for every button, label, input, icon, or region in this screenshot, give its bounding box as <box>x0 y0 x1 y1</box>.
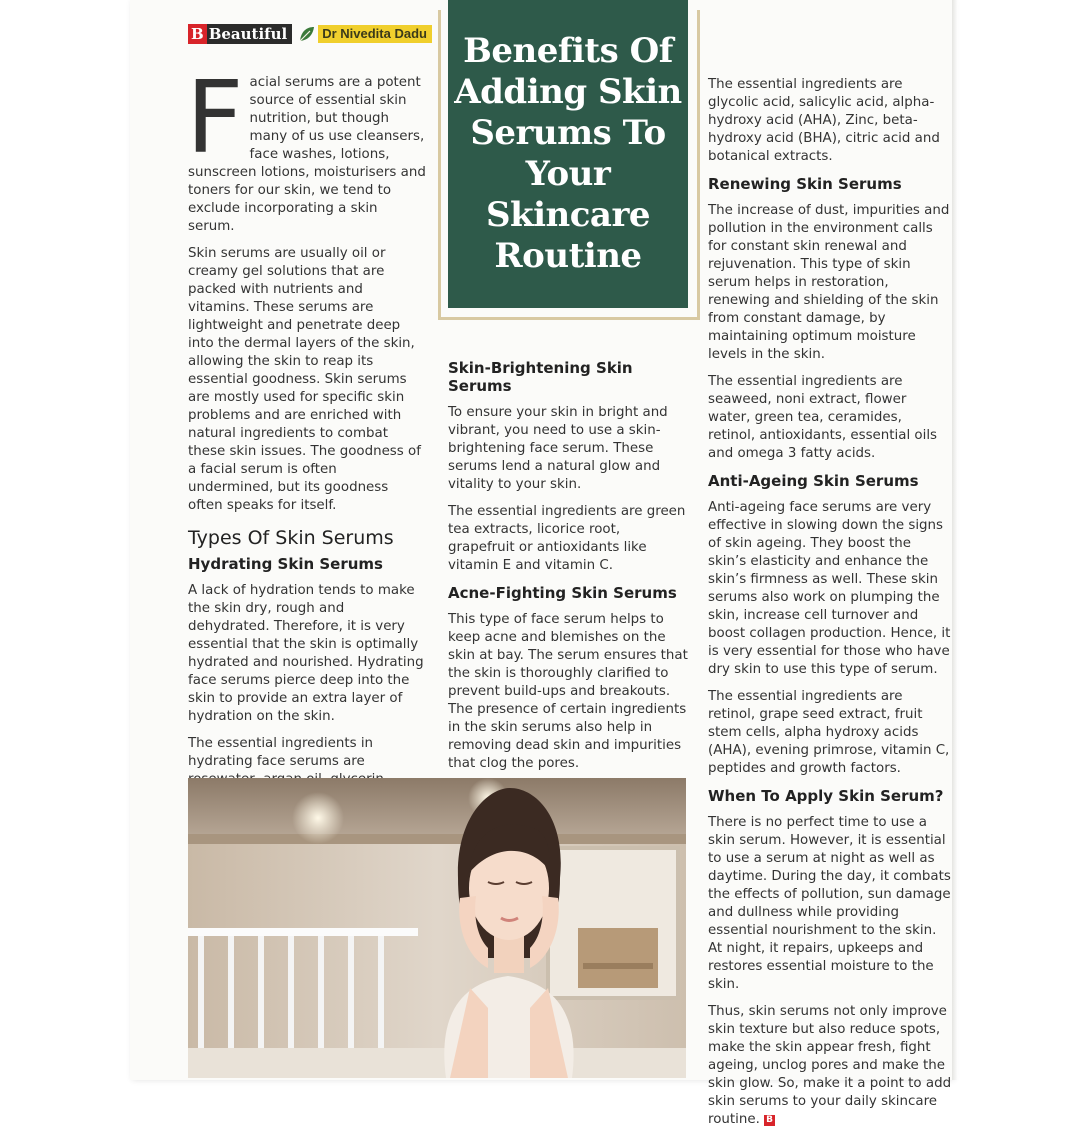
author-name: Dr Nivedita Dadu <box>318 25 432 43</box>
paragraph: Anti-ageing face serums are very effective in slowing down the signs of skin ageing. They boost the skin’s elasticity and enhance the skin’s firmness as well. These skin serums also work on plumping the skin, increase cell turnover and boost collagen production. Hence, it is very essential for those who have dry skin to use this type of serum. <box>708 500 951 677</box>
brand-logo-b: B <box>188 24 207 44</box>
subheading-hydrating: Hydrating Skin Serums <box>188 555 383 573</box>
page-header <box>188 24 432 44</box>
subheading-when: When To Apply Skin Serum? <box>708 787 944 805</box>
paragraph: The essential ingredients are seaweed, noni extract, flower water, green tea, ceramides, retinol, antioxidants, essential oils and omega 3 fatty acids. <box>708 374 938 461</box>
photo-illustration <box>188 778 686 1078</box>
paragraph: To ensure your skin in bright and vibrant, you need to use a skin-brightening face serum. These serums lend a natural glow and vitality to your skin. <box>448 405 668 492</box>
subheading-acne: Acne-Fighting Skin Serums <box>448 584 677 602</box>
paragraph: A lack of hydration tends to make the skin dry, rough and dehydrated. Therefore, it is very essential that the skin is optimally hydrated and nourished. Hydrating face serums pierce deep into the skin to provide an extra layer of hydration on the skin. <box>188 583 424 724</box>
paragraph: The essential ingredients are glycolic acid, salicylic acid, alpha-hydroxy acid (AHA), Zinc, beta-hydroxy acid (BHA), citric acid and botanical extracts. <box>708 77 940 164</box>
column-2 <box>448 355 690 782</box>
paragraph: This type of face serum helps to keep acne and blemishes on the skin at bay. The serum ensures that the skin is thoroughly clarified to prevent build-ups and breakouts. The presence of certain ingredients in the skin serums also help in removing dead skin and impurities that clog the pores. <box>448 612 688 771</box>
paragraph: Skin serums are usually oil or creamy gel solutions that are packed with nutrients and vitamins. These serums are lightweight and penetrate deep into the dermal layers of the skin, allowing the skin to reap its essential goodness. Skin serums are mostly used for specific skin problems and are enriched with natural ingredients to combat these skin issues. The goodness of a facial serum is often undermined, but its goodness often speaks for itself. <box>188 246 421 513</box>
paragraph: The essential ingredients are green tea extracts, licorice root, grapefruit or antioxidants like vitamin E and vitamin C. <box>448 504 686 573</box>
article-title: Benefits Of Adding Skin Serums To Your Skincare Routine <box>454 31 682 276</box>
subheading-antiageing: Anti-Ageing Skin Serums <box>708 472 919 490</box>
section-heading: Types Of Skin Serums <box>188 527 394 549</box>
paragraph: The increase of dust, impurities and pollution in the environment calls for constant skin renewal and rejuvenation. This type of skin serum helps in restoration, renewing and shielding of the skin from constant damage, by maintaining optimum moisture levels in the skin. <box>708 203 950 362</box>
paragraph: The essential ingredients are retinol, grape seed extract, fruit stem cells, alpha hydroxy acids (AHA), evening primrose, vitamin C, peptides and growth factors. <box>708 689 950 776</box>
leaf-icon <box>298 25 316 43</box>
woman-photo <box>188 778 686 1078</box>
paragraph-final <box>708 1003 952 1129</box>
brand-name: Beautiful <box>208 25 288 43</box>
subheading-renewing: Renewing Skin Serums <box>708 175 902 193</box>
drop-cap: F <box>186 59 244 176</box>
final-text: Thus, skin serums not only improve skin texture but also reduce spots, make the skin appear fresh, fight ageing, unclog pores and make the skin glow. So, make it a point to add skin serums to your daily skincare routine. <box>708 1004 952 1127</box>
paragraph: There is no perfect time to use a skin serum. However, it is essential to use a serum at night as well as daytime. During the day, it combats the effects of pollution, sun damage and dullness while providing essential nourishment to the skin. At night, it repairs, upkeeps and restores essential moisture to the skin. <box>708 815 951 992</box>
column-1 <box>186 59 426 852</box>
end-mark-icon: B <box>766 1115 773 1125</box>
title-box <box>448 0 688 308</box>
intro-paragraph <box>186 59 426 236</box>
subheading-brightening: Skin-Brightening Skin Serums <box>448 359 633 395</box>
paragraph: The essential ingredients in hydrating face serums are <box>188 736 374 769</box>
column-3 <box>708 76 952 1138</box>
intro-text: acial serums are a potent source of essential skin nutrition, but though many of us use cleansers, face washes, lotions, sunscreen lotions, moisturisers and toners for our skin, we tend to exclude incorporating a skin serum. <box>188 75 426 234</box>
page-edge <box>952 0 958 1080</box>
brand-logo <box>188 24 292 44</box>
